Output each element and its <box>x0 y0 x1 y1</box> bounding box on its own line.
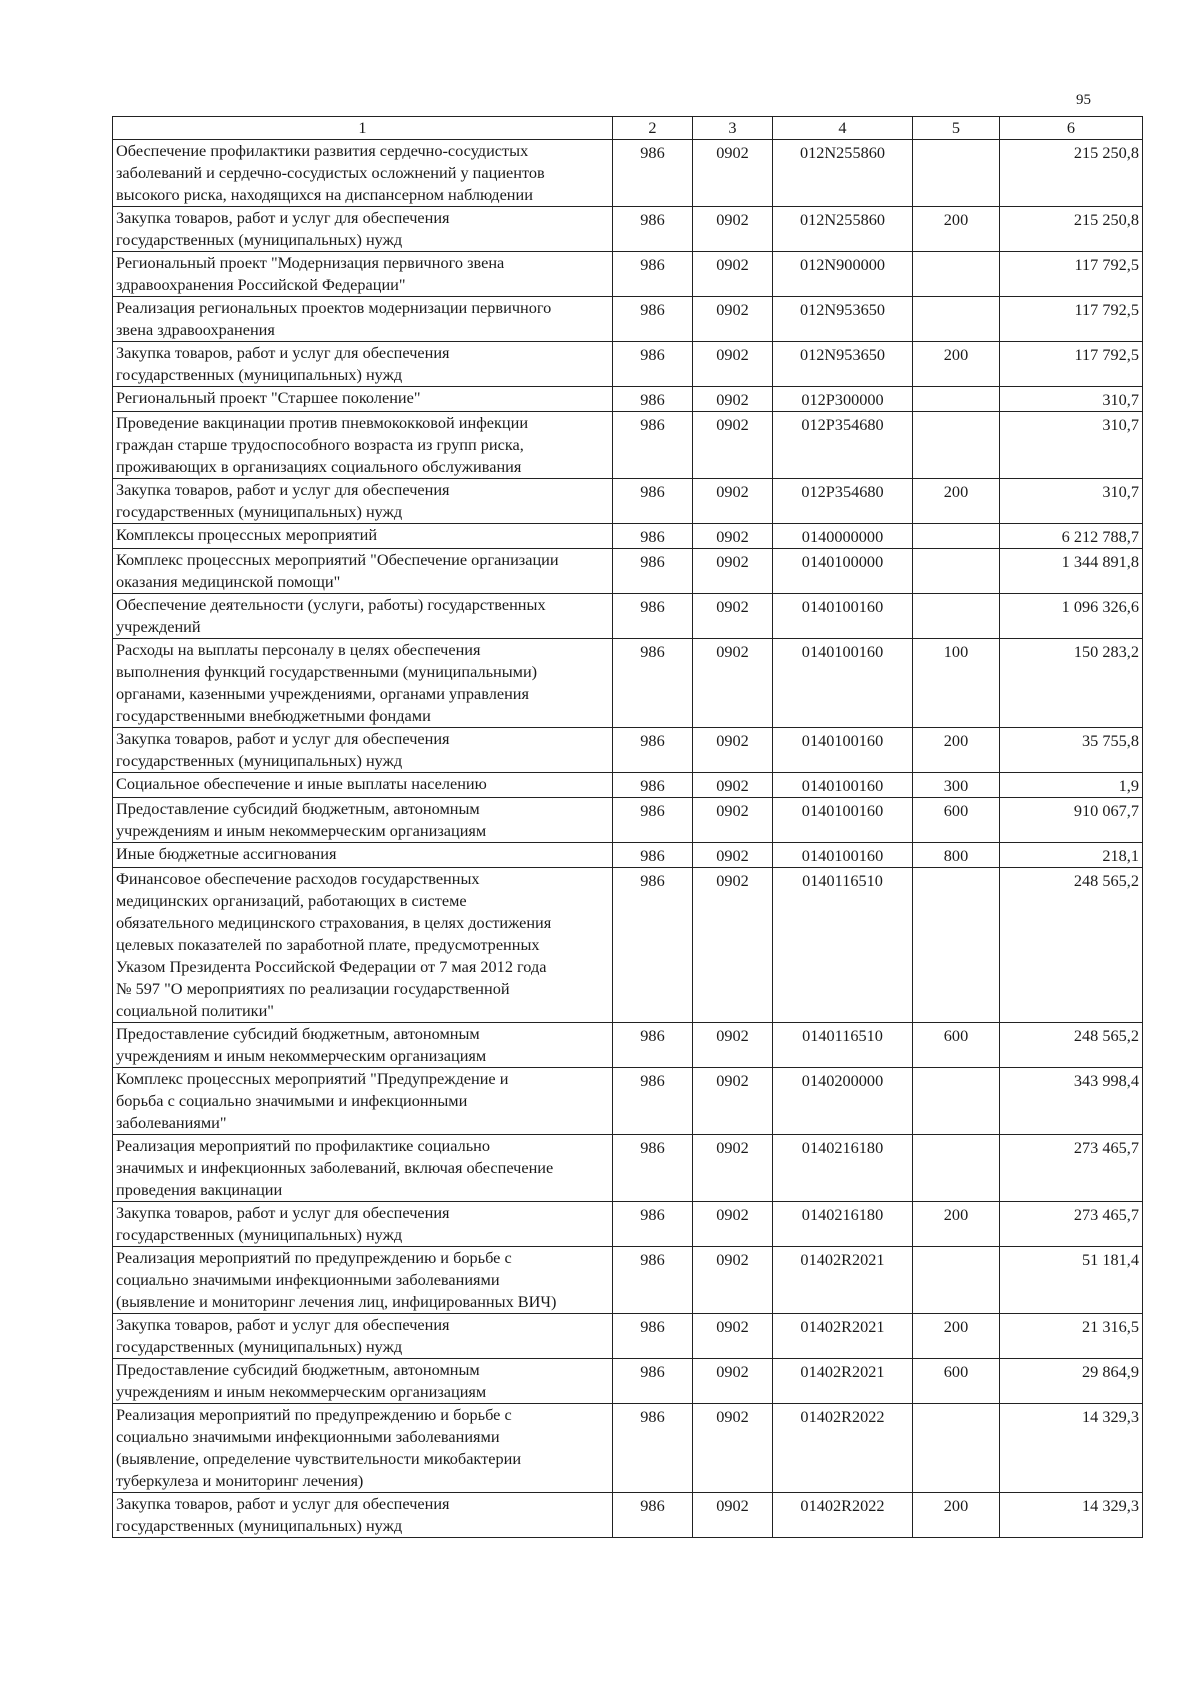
row-description: Реализация мероприятий по предупреждению и борьбе с социально значимыми инфекционными заболеваниями (выявление и мониторинг лечения лиц, инфицированных ВИЧ) <box>113 1247 613 1314</box>
row-amount: 273 465,7 <box>1000 1135 1143 1202</box>
column-header-3: 3 <box>693 117 773 140</box>
row-section-code: 0902 <box>693 1314 773 1359</box>
row-ministry-code: 986 <box>613 1247 693 1314</box>
row-ministry-code: 986 <box>613 798 693 843</box>
row-expense-type: 200 <box>913 342 1000 387</box>
row-target-article: 012N900000 <box>773 252 913 297</box>
row-ministry-code: 986 <box>613 297 693 342</box>
table-row <box>113 868 1143 1023</box>
row-section-code: 0902 <box>693 297 773 342</box>
row-target-article: 01402R2021 <box>773 1359 913 1404</box>
table-row <box>113 1202 1143 1247</box>
row-amount: 1 096 326,6 <box>1000 594 1143 639</box>
row-ministry-code: 986 <box>613 479 693 524</box>
row-ministry-code: 986 <box>613 1493 693 1538</box>
page-number: 95 <box>1076 92 1091 108</box>
table-row <box>113 773 1143 798</box>
row-amount: 117 792,5 <box>1000 297 1143 342</box>
table-row <box>113 387 1143 412</box>
row-target-article: 01402R2022 <box>773 1493 913 1538</box>
row-expense-type <box>913 524 1000 549</box>
row-expense-type <box>913 1247 1000 1314</box>
row-amount: 21 316,5 <box>1000 1314 1143 1359</box>
table-row <box>113 843 1143 868</box>
row-expense-type: 100 <box>913 639 1000 728</box>
row-amount: 343 998,4 <box>1000 1068 1143 1135</box>
row-section-code: 0902 <box>693 412 773 479</box>
row-amount: 910 067,7 <box>1000 798 1143 843</box>
row-ministry-code: 986 <box>613 639 693 728</box>
row-target-article: 0140100160 <box>773 798 913 843</box>
column-header-5: 5 <box>913 117 1000 140</box>
row-ministry-code: 986 <box>613 524 693 549</box>
row-expense-type <box>913 412 1000 479</box>
row-ministry-code: 986 <box>613 843 693 868</box>
table-row <box>113 140 1143 207</box>
row-amount: 29 864,9 <box>1000 1359 1143 1404</box>
row-description: Реализация мероприятий по предупреждению и борьбе с социально значимыми инфекционными заболеваниями (выявление, определение чувствительности микобактерии туберкулеза и мониторинг лечения) <box>113 1404 613 1493</box>
table-row <box>113 524 1143 549</box>
row-section-code: 0902 <box>693 843 773 868</box>
row-expense-type <box>913 1135 1000 1202</box>
row-description: Финансовое обеспечение расходов государственных медицинских организаций, работающих в системе обязательного медицинского страхования, в целях достижения целевых показателей по заработной плате, предусмотренных Указом Президента Российской Федерации от 7 мая 2012 года № 597 "О мероприятиях по реализации государственной социальной политики" <box>113 868 613 1023</box>
row-section-code: 0902 <box>693 342 773 387</box>
row-description: Реализация мероприятий по профилактике социально значимых и инфекционных заболеваний, включая обеспечение проведения вакцинации <box>113 1135 613 1202</box>
row-target-article: 0140116510 <box>773 1023 913 1068</box>
row-expense-type: 600 <box>913 798 1000 843</box>
table-row <box>113 297 1143 342</box>
table-row <box>113 207 1143 252</box>
row-amount: 273 465,7 <box>1000 1202 1143 1247</box>
row-expense-type: 600 <box>913 1359 1000 1404</box>
row-target-article: 0140216180 <box>773 1202 913 1247</box>
row-ministry-code: 986 <box>613 1359 693 1404</box>
row-target-article: 0140100160 <box>773 728 913 773</box>
column-header-4: 4 <box>773 117 913 140</box>
table-row <box>113 479 1143 524</box>
table-row <box>113 798 1143 843</box>
table-row <box>113 639 1143 728</box>
row-section-code: 0902 <box>693 1202 773 1247</box>
row-target-article: 0140100160 <box>773 594 913 639</box>
row-amount: 117 792,5 <box>1000 252 1143 297</box>
row-description: Закупка товаров, работ и услуг для обеспечения государственных (муниципальных) нужд <box>113 728 613 773</box>
table-row <box>113 1023 1143 1068</box>
row-target-article: 01402R2021 <box>773 1314 913 1359</box>
table-row <box>113 1493 1143 1538</box>
row-description: Расходы на выплаты персоналу в целях обеспечения выполнения функций государственными (муниципальными) органами, казенными учреждениями, органами управления государственными внебюджетными фондами <box>113 639 613 728</box>
row-target-article: 012N953650 <box>773 297 913 342</box>
row-ministry-code: 986 <box>613 1202 693 1247</box>
table-row <box>113 594 1143 639</box>
row-description: Закупка товаров, работ и услуг для обеспечения государственных (муниципальных) нужд <box>113 1202 613 1247</box>
row-amount: 310,7 <box>1000 479 1143 524</box>
row-ministry-code: 986 <box>613 140 693 207</box>
row-amount: 215 250,8 <box>1000 140 1143 207</box>
row-target-article: 012P300000 <box>773 387 913 412</box>
row-expense-type: 200 <box>913 728 1000 773</box>
table-row <box>113 1068 1143 1135</box>
row-section-code: 0902 <box>693 1023 773 1068</box>
row-description: Региональный проект "Старшее поколение" <box>113 387 613 412</box>
row-ministry-code: 986 <box>613 549 693 594</box>
row-description: Обеспечение профилактики развития сердечно-сосудистых заболеваний и сердечно-сосудистых осложнений у пациентов высокого риска, находящихся на диспансерном наблюдении <box>113 140 613 207</box>
row-ministry-code: 986 <box>613 252 693 297</box>
row-section-code: 0902 <box>693 524 773 549</box>
row-section-code: 0902 <box>693 207 773 252</box>
row-ministry-code: 986 <box>613 1404 693 1493</box>
table-row <box>113 252 1143 297</box>
row-expense-type: 200 <box>913 207 1000 252</box>
row-target-article: 0140100160 <box>773 773 913 798</box>
row-ministry-code: 986 <box>613 1314 693 1359</box>
row-amount: 1 344 891,8 <box>1000 549 1143 594</box>
row-expense-type: 300 <box>913 773 1000 798</box>
row-target-article: 012N255860 <box>773 140 913 207</box>
row-expense-type <box>913 549 1000 594</box>
row-expense-type <box>913 1404 1000 1493</box>
row-section-code: 0902 <box>693 594 773 639</box>
table-row <box>113 728 1143 773</box>
row-description: Обеспечение деятельности (услуги, работы) государственных учреждений <box>113 594 613 639</box>
row-amount: 248 565,2 <box>1000 1023 1143 1068</box>
row-description: Комплекс процессных мероприятий "Предупреждение и борьба с социально значимыми и инфекционными заболеваниями" <box>113 1068 613 1135</box>
row-ministry-code: 986 <box>613 1135 693 1202</box>
row-section-code: 0902 <box>693 1135 773 1202</box>
row-section-code: 0902 <box>693 728 773 773</box>
budget-table <box>112 116 1143 1538</box>
row-expense-type <box>913 1068 1000 1135</box>
row-section-code: 0902 <box>693 868 773 1023</box>
row-section-code: 0902 <box>693 387 773 412</box>
table-row <box>113 342 1143 387</box>
row-expense-type: 200 <box>913 1314 1000 1359</box>
row-target-article: 01402R2022 <box>773 1404 913 1493</box>
row-target-article: 012P354680 <box>773 412 913 479</box>
row-expense-type <box>913 387 1000 412</box>
row-description: Комплекс процессных мероприятий "Обеспечение организации оказания медицинской помощи" <box>113 549 613 594</box>
table-row <box>113 549 1143 594</box>
row-section-code: 0902 <box>693 773 773 798</box>
row-ministry-code: 986 <box>613 728 693 773</box>
row-amount: 14 329,3 <box>1000 1404 1143 1493</box>
row-description: Проведение вакцинации против пневмококковой инфекции граждан старше трудоспособного возраста из групп риска, проживающих в организациях социального обслуживания <box>113 412 613 479</box>
row-section-code: 0902 <box>693 1247 773 1314</box>
row-description: Комплексы процессных мероприятий <box>113 524 613 549</box>
row-amount: 248 565,2 <box>1000 868 1143 1023</box>
row-description: Предоставление субсидий бюджетным, автономным учреждениям и иным некоммерческим организациям <box>113 1359 613 1404</box>
row-amount: 150 283,2 <box>1000 639 1143 728</box>
row-target-article: 0140116510 <box>773 868 913 1023</box>
row-ministry-code: 986 <box>613 773 693 798</box>
row-description: Закупка товаров, работ и услуг для обеспечения государственных (муниципальных) нужд <box>113 479 613 524</box>
row-ministry-code: 986 <box>613 207 693 252</box>
row-description: Региональный проект "Модернизация первичного звена здравоохранения Российской Федерации" <box>113 252 613 297</box>
table-row <box>113 1247 1143 1314</box>
row-description: Иные бюджетные ассигнования <box>113 843 613 868</box>
row-ministry-code: 986 <box>613 1068 693 1135</box>
row-expense-type <box>913 140 1000 207</box>
row-section-code: 0902 <box>693 140 773 207</box>
row-ministry-code: 986 <box>613 412 693 479</box>
row-ministry-code: 986 <box>613 387 693 412</box>
row-expense-type: 200 <box>913 1202 1000 1247</box>
row-section-code: 0902 <box>693 1493 773 1538</box>
row-target-article: 012N255860 <box>773 207 913 252</box>
row-target-article: 0140216180 <box>773 1135 913 1202</box>
row-expense-type <box>913 868 1000 1023</box>
row-section-code: 0902 <box>693 1404 773 1493</box>
row-ministry-code: 986 <box>613 868 693 1023</box>
row-description: Предоставление субсидий бюджетным, автономным учреждениям и иным некоммерческим организациям <box>113 1023 613 1068</box>
row-section-code: 0902 <box>693 639 773 728</box>
row-amount: 310,7 <box>1000 412 1143 479</box>
table-header-row <box>113 117 1143 140</box>
row-amount: 14 329,3 <box>1000 1493 1143 1538</box>
column-header-6: 6 <box>1000 117 1143 140</box>
row-amount: 117 792,5 <box>1000 342 1143 387</box>
row-expense-type <box>913 252 1000 297</box>
row-description: Закупка товаров, работ и услуг для обеспечения государственных (муниципальных) нужд <box>113 207 613 252</box>
row-description: Закупка товаров, работ и услуг для обеспечения государственных (муниципальных) нужд <box>113 1314 613 1359</box>
table-row <box>113 1314 1143 1359</box>
table-row <box>113 1135 1143 1202</box>
row-expense-type <box>913 594 1000 639</box>
row-description: Закупка товаров, работ и услуг для обеспечения государственных (муниципальных) нужд <box>113 1493 613 1538</box>
row-ministry-code: 986 <box>613 594 693 639</box>
table-row <box>113 1404 1143 1493</box>
row-amount: 1,9 <box>1000 773 1143 798</box>
row-amount: 310,7 <box>1000 387 1143 412</box>
row-section-code: 0902 <box>693 549 773 594</box>
row-description: Социальное обеспечение и иные выплаты населению <box>113 773 613 798</box>
row-description: Реализация региональных проектов модернизации первичного звена здравоохранения <box>113 297 613 342</box>
row-amount: 51 181,4 <box>1000 1247 1143 1314</box>
row-ministry-code: 986 <box>613 342 693 387</box>
row-expense-type <box>913 297 1000 342</box>
row-target-article: 0140000000 <box>773 524 913 549</box>
row-ministry-code: 986 <box>613 1023 693 1068</box>
row-section-code: 0902 <box>693 479 773 524</box>
row-target-article: 0140100160 <box>773 639 913 728</box>
row-target-article: 012N953650 <box>773 342 913 387</box>
row-description: Закупка товаров, работ и услуг для обеспечения государственных (муниципальных) нужд <box>113 342 613 387</box>
row-expense-type: 200 <box>913 1493 1000 1538</box>
row-section-code: 0902 <box>693 1359 773 1404</box>
row-expense-type: 600 <box>913 1023 1000 1068</box>
row-amount: 218,1 <box>1000 843 1143 868</box>
table-body <box>113 140 1143 1538</box>
table-row <box>113 412 1143 479</box>
table-row <box>113 1359 1143 1404</box>
row-amount: 6 212 788,7 <box>1000 524 1143 549</box>
row-target-article: 0140100160 <box>773 843 913 868</box>
row-amount: 215 250,8 <box>1000 207 1143 252</box>
row-section-code: 0902 <box>693 252 773 297</box>
row-target-article: 0140200000 <box>773 1068 913 1135</box>
row-description: Предоставление субсидий бюджетным, автономным учреждениям и иным некоммерческим организациям <box>113 798 613 843</box>
row-amount: 35 755,8 <box>1000 728 1143 773</box>
row-target-article: 0140100000 <box>773 549 913 594</box>
row-section-code: 0902 <box>693 798 773 843</box>
row-expense-type: 800 <box>913 843 1000 868</box>
column-header-1: 1 <box>113 117 613 140</box>
row-target-article: 012P354680 <box>773 479 913 524</box>
row-target-article: 01402R2021 <box>773 1247 913 1314</box>
column-header-2: 2 <box>613 117 693 140</box>
row-expense-type: 200 <box>913 479 1000 524</box>
row-section-code: 0902 <box>693 1068 773 1135</box>
